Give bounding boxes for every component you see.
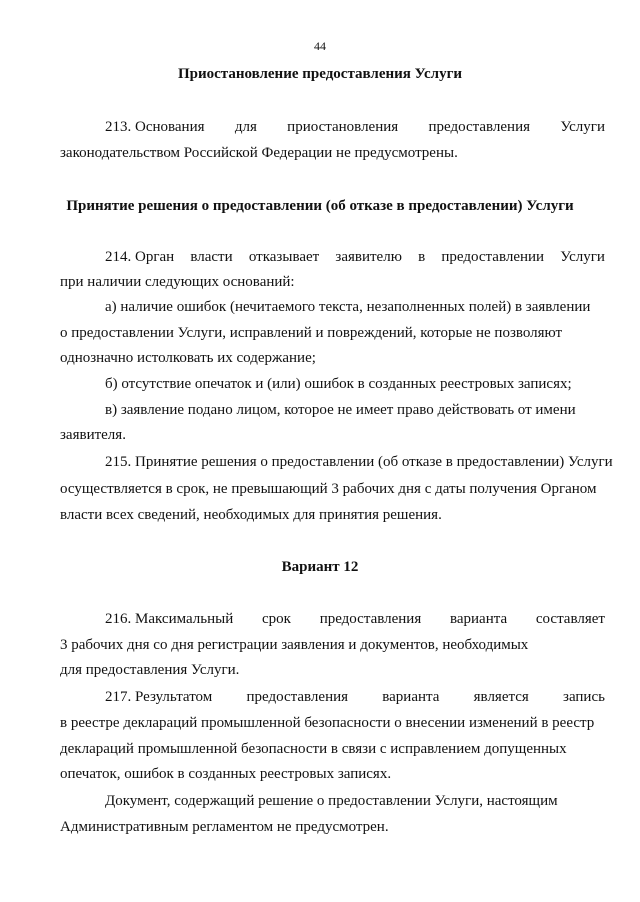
word: является: [473, 689, 529, 705]
word: варианта: [449, 611, 508, 627]
paragraph-213-line-1: [105, 117, 605, 137]
paragraph-213-line-2: законодательством Российской Федерации не предусмотрены.: [60, 145, 458, 161]
word: запись: [563, 689, 605, 705]
word: Услуги: [560, 249, 605, 265]
item-a-line-2: о предоставлении Услуги, исправлений и повреждений, которые не позволяют: [60, 325, 563, 341]
paragraph-215-line-2: осуществляется в срок, не превышающий 3 рабочих дня с даты получения Органом: [60, 481, 597, 497]
word: отказывает: [248, 249, 320, 265]
page-number: 44: [314, 39, 326, 53]
word: 214. Орган: [105, 249, 175, 265]
word: заявителю: [335, 249, 402, 265]
word: 213. Основания: [105, 119, 205, 135]
word: предоставления: [428, 119, 531, 135]
paragraph-215-line-1: 215. Принятие решения о предоставлении (об отказе в предоставлении) Услуги: [105, 454, 613, 470]
word: в: [418, 249, 426, 265]
paragraph-214-line-2: при наличии следующих оснований:: [60, 274, 295, 290]
word: предоставлении: [441, 249, 545, 265]
item-c-line-2: заявителя.: [60, 427, 126, 443]
paragraph-214-line-1: [105, 247, 605, 267]
paragraph-215-line-3: власти всех сведений, необходимых для принятия решения.: [60, 507, 442, 523]
word: составляет: [535, 611, 605, 627]
word: приостановления: [287, 119, 399, 135]
word: власти: [190, 249, 233, 265]
paragraph-216-line-2: 3 рабочих дня со дня регистрации заявления и документов, необходимых: [60, 637, 529, 653]
word: срок: [261, 611, 291, 627]
section-heading-suspension: Приостановление предоставления Услуги: [177, 66, 463, 82]
paragraph-216-line-3: для предоставления Услуги.: [60, 662, 240, 678]
word: 216. Максимальный: [105, 611, 234, 627]
word: варианта: [382, 689, 440, 705]
paragraph-217-line-4: опечаток, ошибок в созданных реестровых записях.: [60, 766, 392, 782]
item-a-line-3: однозначно истолковать их содержание;: [60, 350, 316, 366]
paragraph-final-line-1: Документ, содержащий решение о предоставлении Услуги, настоящим: [105, 793, 558, 809]
paragraph-217-line-1: [105, 687, 605, 707]
word: 217. Результатом: [105, 689, 213, 705]
paragraph-final-line-2: Административным регламентом не предусмотрен.: [60, 819, 389, 835]
item-b-line-1: б) отсутствие опечаток и (или) ошибок в созданных реестровых записях;: [105, 376, 572, 392]
item-a-line-1: а) наличие ошибок (нечитаемого текста, незаполненных полей) в заявлении: [105, 299, 591, 315]
section-heading-decision: Принятие решения о предоставлении (об отказе в предоставлении) Услуги: [66, 198, 574, 214]
section-heading-variant: Вариант 12: [281, 559, 359, 575]
word: предоставления: [319, 611, 422, 627]
paragraph-216-line-1: [105, 609, 605, 629]
word: Услуги: [560, 119, 605, 135]
paragraph-217-line-2: в реестре деклараций промышленной безопасности о внесении изменений в реестр: [60, 715, 595, 731]
word: для: [234, 119, 257, 135]
paragraph-217-line-3: деклараций промышленной безопасности в связи с исправлением допущенных: [60, 741, 567, 757]
item-c-line-1: в) заявление подано лицом, которое не имеет право действовать от имени: [105, 402, 576, 418]
word: предоставления: [246, 689, 349, 705]
